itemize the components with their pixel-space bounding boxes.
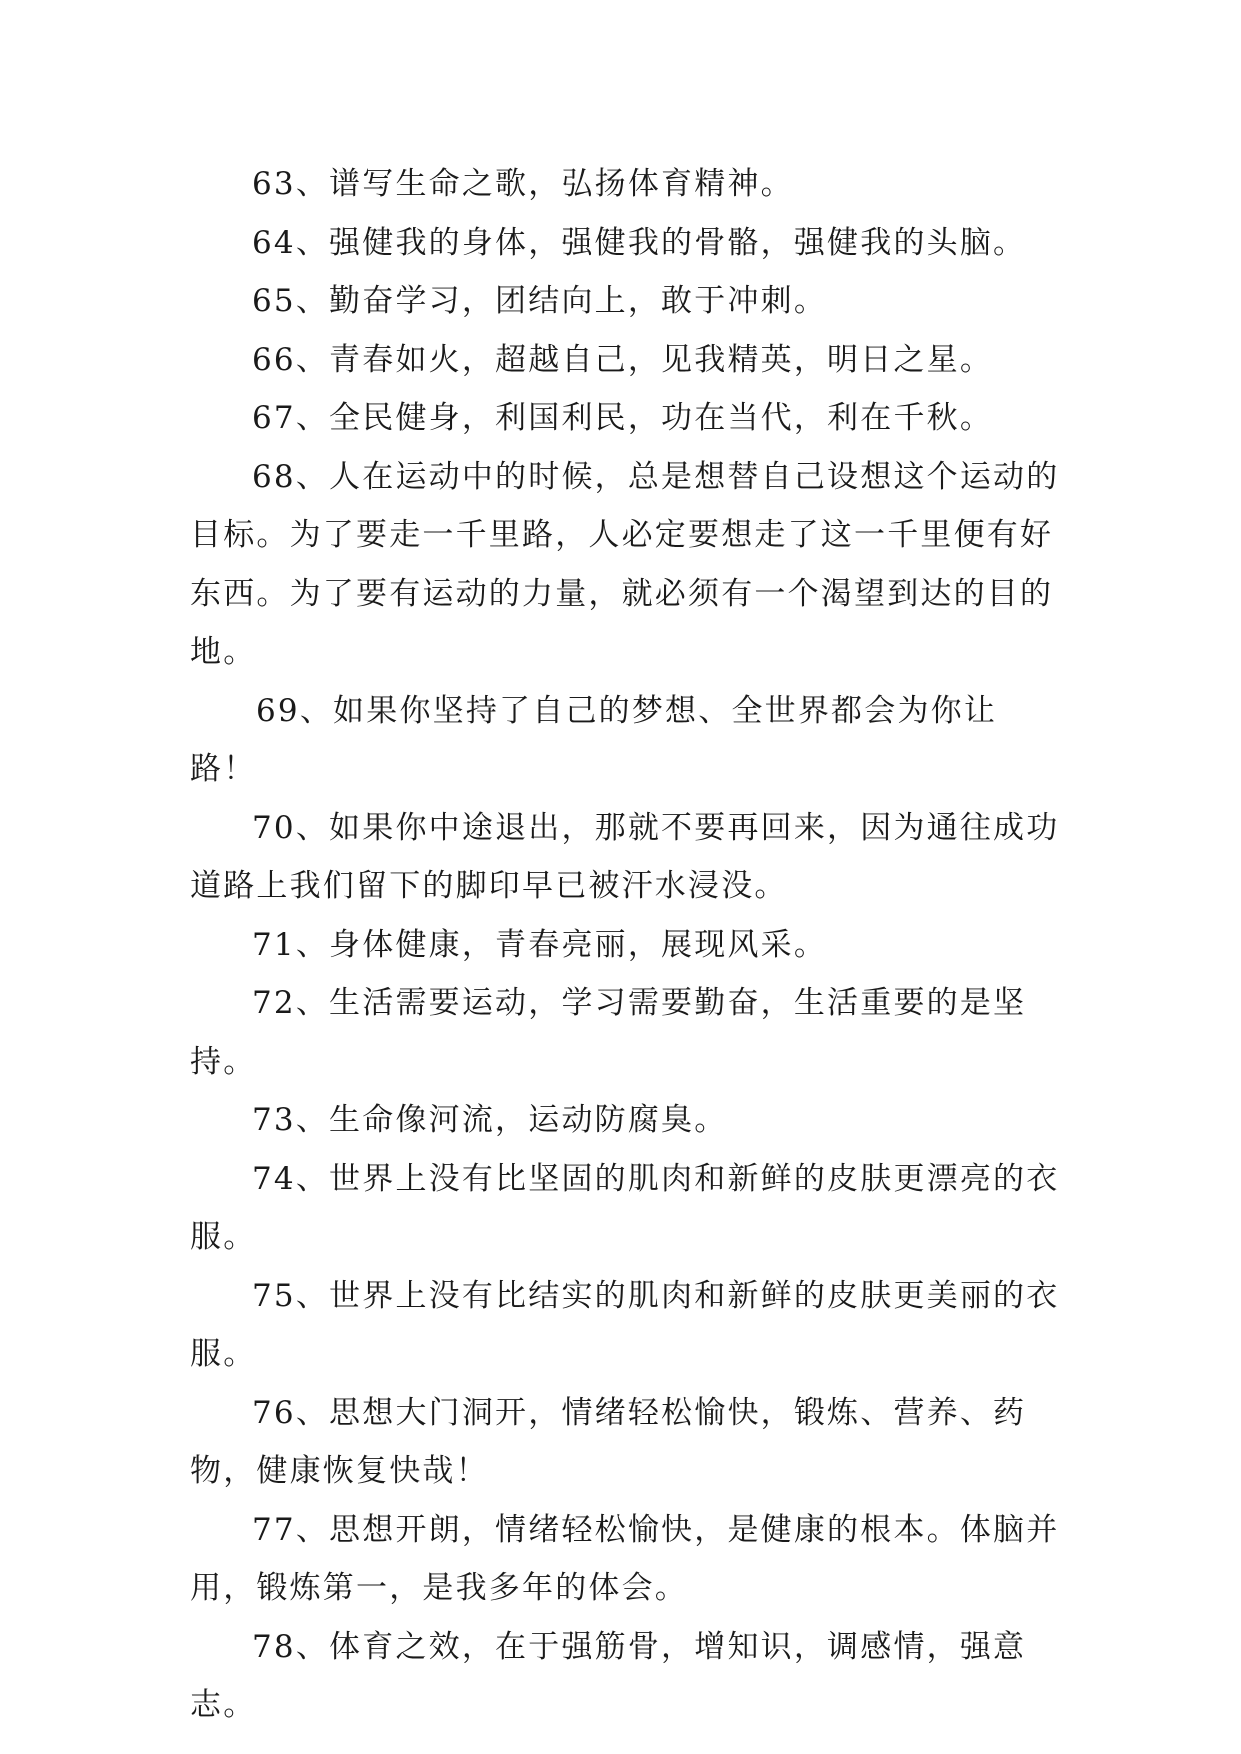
paragraph-73: 73、生命像河流，运动防腐臭。 [252,1102,728,1138]
paragraph-68: 68、人在运动中的时候，总是想替自己设想这个运动的目标。为了要走一千里路，人必定要想走了这一千里便有好东西。为了要有运动的力量，就必须有一个渴望到达的目的地。 [190,458,1060,670]
paragraph-63: 63、谱写生命之歌，弘扬体育精神。 [252,166,794,202]
paragraph-70: 70、如果你中途退出，那就不要再回来，因为通往成功道路上我们留下的脚印早已被汗水浸没。 [190,809,1060,904]
document-body [190,155,1060,1735]
paragraph-72: 72、生活需要运动，学习需要勤奋，生活重要的是坚持。 [190,985,1027,1080]
paragraph-65: 65、勤奋学习，团结向上，敢于冲刺。 [252,283,828,319]
paragraph-77: 77、思想开朗，情绪轻松愉快，是健康的根本。体脑并用，锻炼第一，是我多年的体会。 [190,1511,1060,1606]
paragraph-78: 78、体育之效，在于强筋骨，增知识，调感情，强意志。 [190,1628,1027,1723]
paragraph-66: 66、青春如火，超越自己，见我精英，明日之星。 [252,341,994,378]
paragraph-76: 76、思想大门洞开，情绪轻松愉快，锻炼、营养、药物，健康恢复快哉！ [190,1394,1027,1489]
paragraph-74: 74、世界上没有比坚固的肌肉和新鲜的皮肤更漂亮的衣服。 [190,1160,1060,1255]
paragraph-69: 69、如果你坚持了自己的梦想、全世界都会为你让路！ [190,692,998,787]
paragraph-75: 75、世界上没有比结实的肌肉和新鲜的皮肤更美丽的衣服。 [190,1277,1060,1372]
paragraph-71: 71、身体健康，青春亮丽，展现风采。 [252,926,828,963]
paragraph-67: 67、全民健身，利国利民，功在当代，利在千秋。 [252,400,994,436]
paragraph-64: 64、强健我的身体，强健我的骨骼，强健我的头脑。 [252,224,1027,261]
